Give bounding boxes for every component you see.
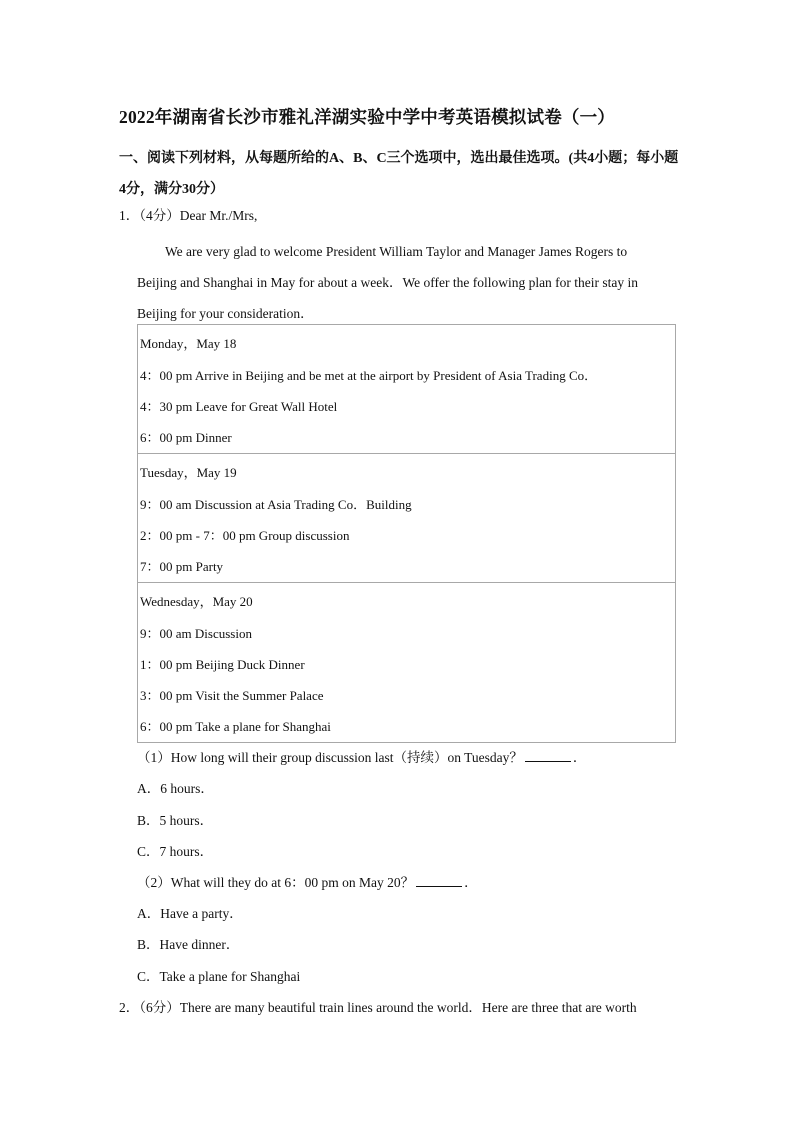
answer-blank[interactable] xyxy=(525,749,571,762)
schedule-cell xyxy=(138,583,676,743)
paragraph-line: Beijing and Shanghai in May for about a week．We offer the following plan for their stay in xyxy=(137,275,639,290)
option-a: A．Have a party． xyxy=(137,906,243,921)
answer-blank[interactable] xyxy=(416,874,462,887)
section-instructions: 一、阅读下列材料，从每题所给的A、B、C三个选项中，选出最佳选项。(共4小题；每小题4分，满分30分） xyxy=(119,151,679,197)
sub-question-2: （2）What will they do at 6：00 pm on May 20？ ． xyxy=(137,875,478,890)
letter-paragraph xyxy=(137,236,674,329)
schedule-day: Tuesday，May 19 xyxy=(140,465,237,480)
schedule-item: 2：00 pm - 7：00 pm Group discussion xyxy=(140,528,350,543)
schedule-item: 9：00 am Discussion at Asia Trading Co．Building xyxy=(140,497,412,512)
schedule-row-monday xyxy=(138,325,676,454)
schedule-cell xyxy=(138,325,676,454)
schedule-table xyxy=(137,324,676,743)
sub-question-1: （1）How long will their group discussion last（持续）on Tuesday？ ． xyxy=(137,750,587,765)
option-c: C．Take a plane for Shanghai xyxy=(137,969,301,984)
option-b: B．5 hours． xyxy=(137,813,214,828)
schedule-item: 3：00 pm Visit the Summer Palace xyxy=(140,688,324,703)
schedule-item: 6：00 pm Dinner xyxy=(140,430,232,445)
schedule-item: 7：00 pm Party xyxy=(140,559,224,574)
sub-question-1-stem: （1）How long will their group discussion last（持续）on Tuesday？ xyxy=(137,750,523,765)
schedule-cell xyxy=(138,454,676,583)
schedule-item: 9：00 am Discussion xyxy=(140,626,252,641)
paragraph-line: Beijing for your consideration． xyxy=(137,306,314,321)
paragraph-line: We are very glad to welcome President William Taylor and Manager James Rogers to xyxy=(165,244,628,259)
schedule-day: Monday，May 18 xyxy=(140,336,237,351)
schedule-item: 1：00 pm Beijing Duck Dinner xyxy=(140,657,305,672)
sub-question-2-stem: （2）What will they do at 6：00 pm on May 20？ xyxy=(137,875,415,890)
exam-title: 2022年湖南省长沙市雅礼洋湖实验中学中考英语模拟试卷（一） xyxy=(119,107,615,127)
schedule-row-tuesday xyxy=(138,454,676,583)
schedule-item: 4：00 pm Arrive in Beijing and be met at the airport by President of Asia Trading Co． xyxy=(140,368,598,383)
schedule-row-wednesday xyxy=(138,583,676,743)
schedule-item: 6：00 pm Take a plane for Shanghai xyxy=(140,719,331,734)
option-a: A．6 hours． xyxy=(137,781,214,796)
question-1-header: 1．（4分）Dear Mr./Mrs, xyxy=(119,208,258,223)
option-c: C．7 hours． xyxy=(137,844,214,859)
schedule-item: 4：30 pm Leave for Great Wall Hotel xyxy=(140,399,338,414)
option-b: B．Have dinner． xyxy=(137,937,240,952)
schedule-day: Wednesday，May 20 xyxy=(140,594,253,609)
question-2-header: 2．（6分）There are many beautiful train lines around the world．Here are three that are worth xyxy=(119,1000,637,1015)
